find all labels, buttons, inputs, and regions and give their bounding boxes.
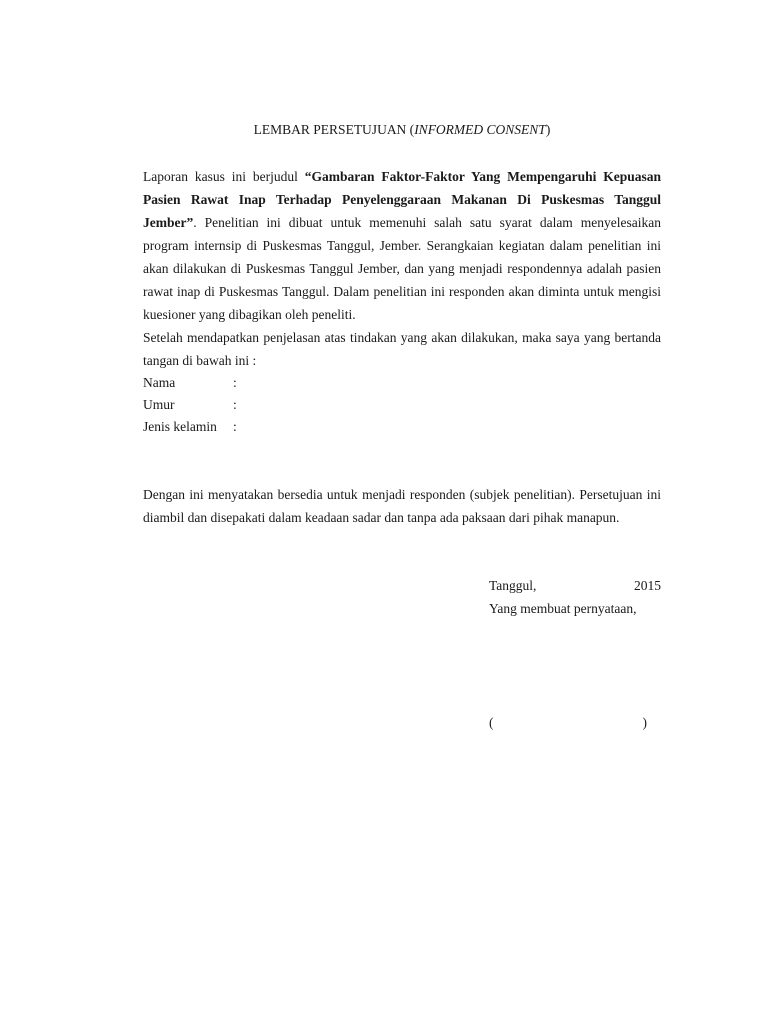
field-label: Nama xyxy=(143,375,176,390)
signature-year: 2015 xyxy=(634,578,661,593)
paren-open: ( xyxy=(489,715,494,730)
field-colon: : xyxy=(233,419,237,434)
field-colon: : xyxy=(233,375,237,390)
title-prefix: LEMBAR PERSETUJUAN ( xyxy=(253,122,415,137)
intro-lead: Laporan kasus ini berjudul xyxy=(143,169,305,184)
signature-place-date xyxy=(489,574,661,597)
title-suffix: ) xyxy=(545,122,551,137)
intro-rest: . Penelitian ini dibuat untuk memenuhi salah satu syarat dalam menyelesaikan program internsip di Puskesmas Tanggul, Jember. Serangkaian kegiatan dalam penelitian ini akan dilakukan di Puskesmas Tanggul Jember, dan yang menjadi respondennya adalah pasien rawat inap di Puskesmas Tanggul. Dalam penelitian ini responden akan diminta untuk mengisi kuesioner yang dibagikan oleh peneliti. xyxy=(143,215,661,322)
agreement-paragraph: Dengan ini menyatakan bersedia untuk menjadi responden (subjek penelitian). Persetujuan ini diambil dan disepakati dalam keadaan sadar dan tanpa ada paksaan dari pihak manapun. xyxy=(143,487,661,525)
field-row-jenis-kelamin xyxy=(143,416,661,438)
field-colon: : xyxy=(233,397,237,412)
signature-place: Tanggul, xyxy=(489,578,537,593)
field-label: Jenis kelamin xyxy=(143,419,217,434)
signature-block xyxy=(489,574,661,620)
statement-paragraph: Setelah mendapatkan penjelasan atas tindakan yang akan dilakukan, maka saya yang bertanda tangan di bawah ini : xyxy=(143,330,661,368)
intro-paragraph xyxy=(143,165,661,326)
intro-bold-title: “Gambaran Faktor-Faktor Yang Mempengaruhi Kepuasan Pasien Rawat Inap Terhadap Penyelenggaraan Makanan Di Puskesmas Tanggul Jember” xyxy=(143,169,661,230)
body-text xyxy=(143,165,661,438)
document-page xyxy=(143,0,661,1024)
field-row-umur xyxy=(143,394,661,416)
field-label: Umur xyxy=(143,397,175,412)
respondent-fields xyxy=(143,372,661,438)
title-italic: INFORMED CONSENT xyxy=(414,122,546,137)
signature-name-placeholder xyxy=(489,711,647,734)
signature-maker: Yang membuat pernyataan, xyxy=(489,601,637,616)
document-title xyxy=(143,121,661,139)
field-row-nama xyxy=(143,372,661,394)
paren-close: ) xyxy=(642,715,647,730)
